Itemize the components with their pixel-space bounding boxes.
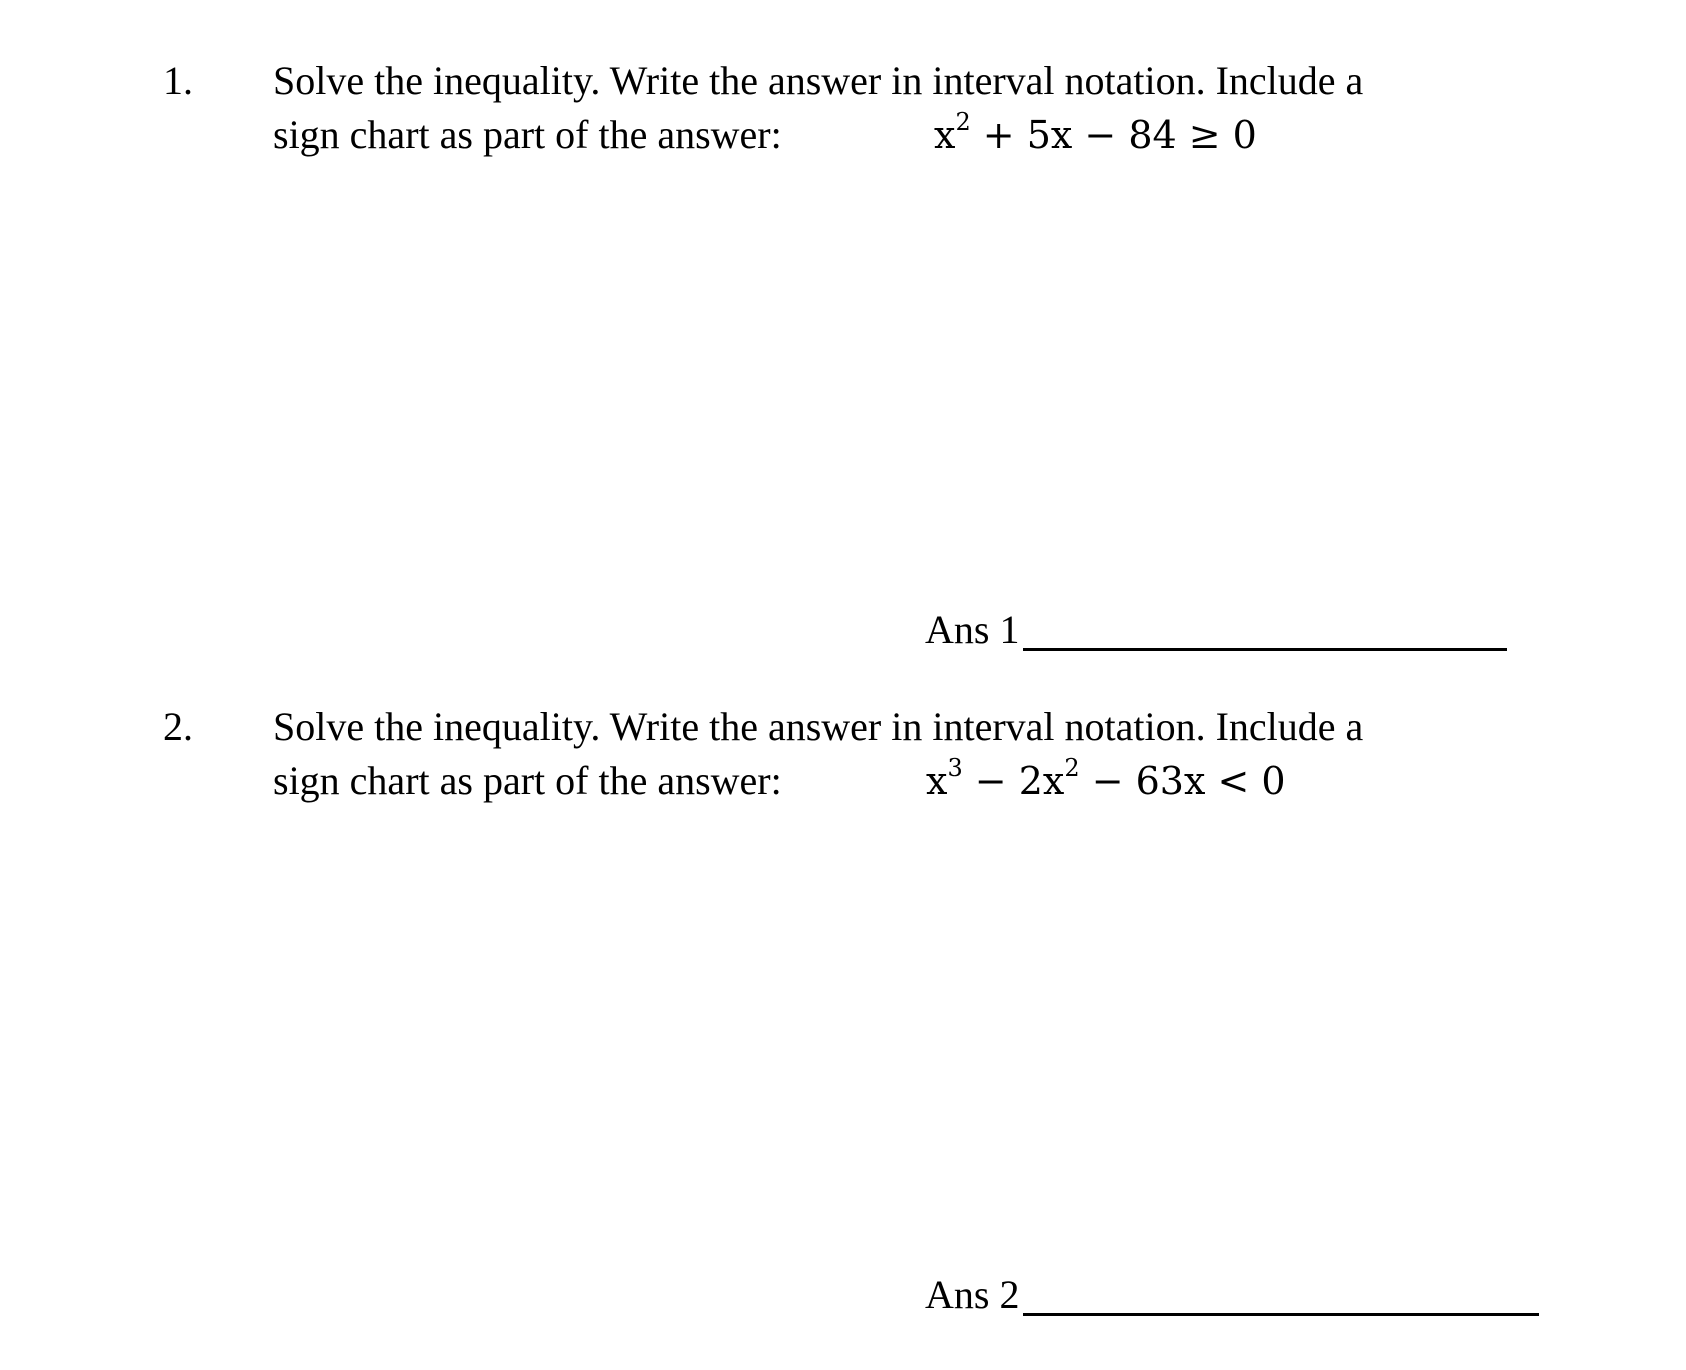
answer-blank[interactable] — [1023, 608, 1507, 651]
problem-number: 1. — [163, 58, 193, 103]
answer-2 — [925, 1268, 1539, 1322]
expr-exponent: 3 — [947, 754, 963, 783]
problem-number: 2. — [163, 704, 193, 749]
expr-part: − 63x < 0 — [1079, 759, 1286, 803]
answer-label: Ans 2 — [925, 1272, 1020, 1317]
instruction-line-1: Solve the inequality. Write the answer in interval notation. Include a — [273, 58, 1364, 103]
inequality-expression — [926, 754, 1286, 808]
answer-label: Ans 1 — [925, 607, 1020, 652]
answer-1 — [925, 603, 1507, 657]
expr-part: x — [934, 113, 956, 157]
expr-part: − 2x — [962, 759, 1065, 803]
expr-part: + 5x − 84 ≥ 0 — [970, 113, 1257, 157]
answer-blank[interactable] — [1023, 1273, 1539, 1316]
expr-exponent: 2 — [955, 108, 971, 137]
expr-part: x — [926, 759, 948, 803]
inequality-expression — [934, 108, 1257, 162]
expr-exponent: 2 — [1064, 754, 1080, 783]
instruction-line-2: sign chart as part of the answer: — [273, 758, 782, 803]
instruction-line-1: Solve the inequality. Write the answer in interval notation. Include a — [273, 704, 1364, 749]
instruction-line-2: sign chart as part of the answer: — [273, 112, 782, 157]
